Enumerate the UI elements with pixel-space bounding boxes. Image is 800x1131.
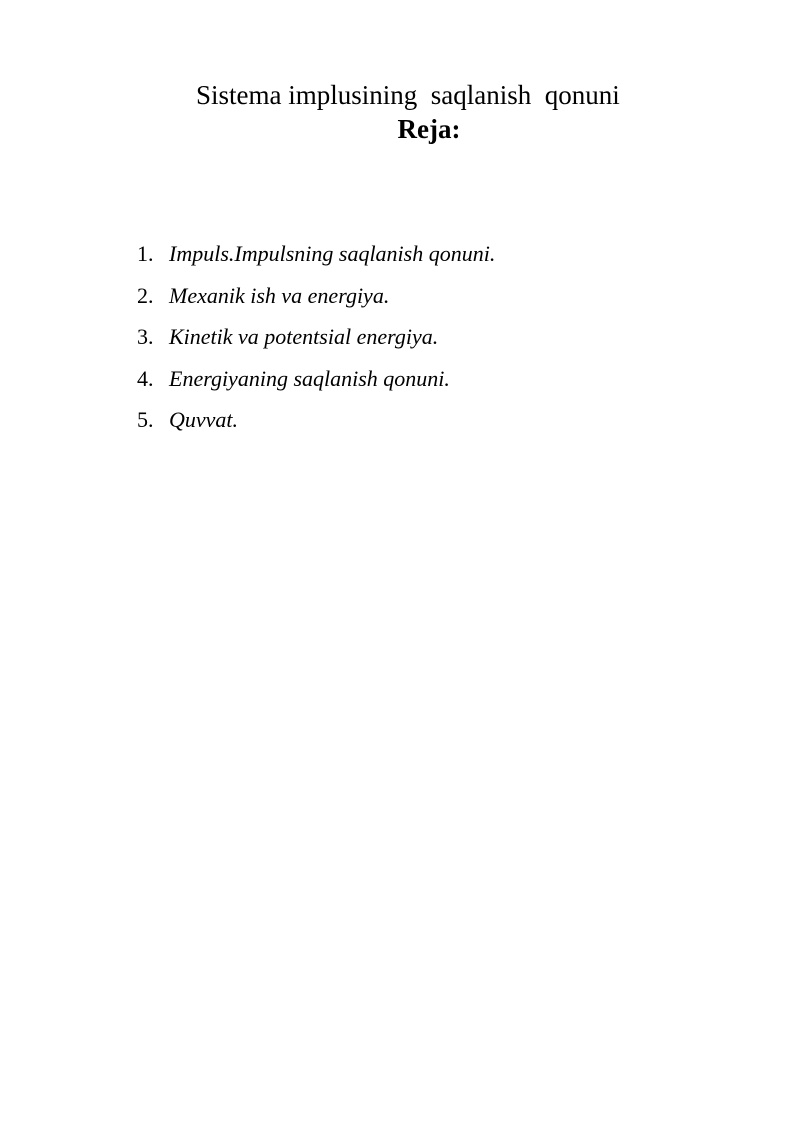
plan-heading: Reja: (397, 114, 461, 144)
plan-item-1 (137, 238, 495, 280)
plan-item-2 (137, 280, 495, 322)
plan-item-number: 1. (137, 241, 154, 266)
plan-item-3 (137, 321, 495, 363)
document-title: Sistema implusining saqlanish qonuni (196, 80, 620, 110)
plan-item-text: Impuls.Impulsning saqlanish qonuni. (169, 241, 496, 266)
plan-item-text: Kinetik va potentsial energiya. (169, 324, 439, 349)
plan-list (137, 238, 495, 446)
plan-item-number: 5. (137, 407, 154, 432)
plan-item-number: 3. (137, 324, 154, 349)
plan-item-number: 2. (137, 282, 154, 308)
plan-item-text: Quvvat. (169, 407, 239, 432)
plan-item-text: Mexanik ish va energiya. (169, 282, 390, 308)
plan-item-text: Energiyaning saqlanish qonuni. (169, 365, 450, 391)
plan-item-5 (137, 404, 495, 446)
plan-item-number: 4. (137, 365, 154, 391)
plan-item-4 (137, 363, 495, 405)
